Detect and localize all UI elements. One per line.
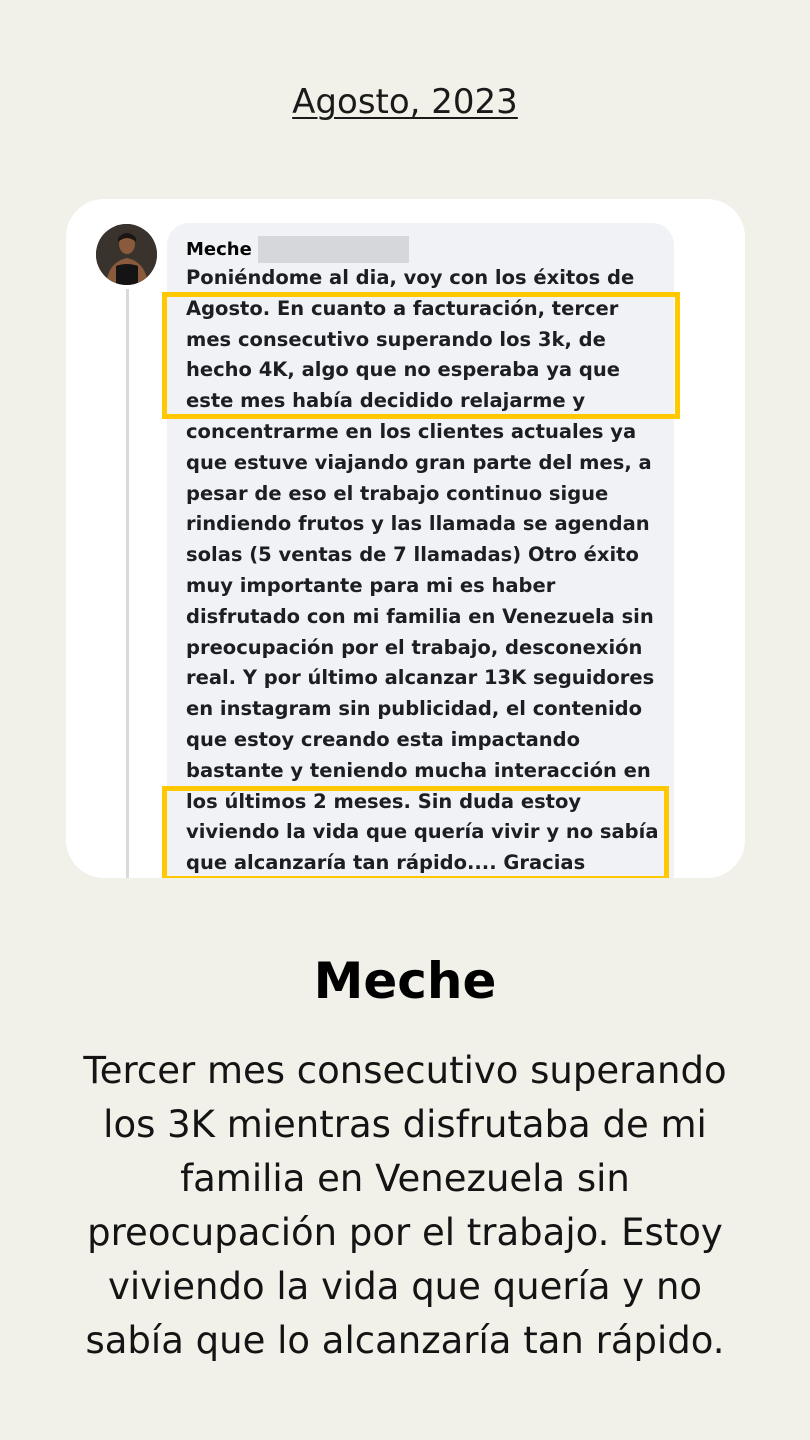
avatar[interactable] [96,224,157,285]
comment-author[interactable]: Meche [186,238,252,260]
highlight-box-living [162,786,669,878]
comment-screenshot-card [66,199,745,878]
testimonial-summary: Tercer mes consecutivo superando los 3K mientras disfrutaba de mi familia en Venezuela sin preocupación por el trabajo. Estoy viviendo la vida que quería y no sabía que lo alcanzaría tan rápido. [83,1049,727,1362]
author-row [186,235,409,263]
person-icon [96,224,157,285]
testimonial-name: Meche [313,952,497,1010]
thread-line [126,289,129,878]
date-heading: Agosto, 2023 [292,82,518,122]
comment-text: Poniéndome al dia, voy con los éxitos de Agosto. En cuanto a facturación, tercer mes consecutivo superando los 3k, de hecho 4K, algo que no esperaba ya que este mes había decidido relajarme y concentrarme en los clientes actuales ya que estuve viajando gran parte del mes, a pesar de eso el trabajo continuo sigue rindiendo frutos y las llamada se agendan solas (5 ventas de 7 llamadas) Otro éxito muy importante para mi es haber disfrutado con mi familia en Venezuela sin preocupación por el trabajo, desconexión real. Y por último alcanzar 13K seguidores en instagram sin publicidad, el contenido que estoy creando esta impactando bastante y teniendo mucha interacción en los últimos 2 meses. Sin duda estoy viviendo la vida que quería vivir y no sabía que alcanzaría tan rápido.... Gracias [186,266,659,875]
highlight-box-billing [162,292,680,419]
redacted-surname [258,236,409,263]
